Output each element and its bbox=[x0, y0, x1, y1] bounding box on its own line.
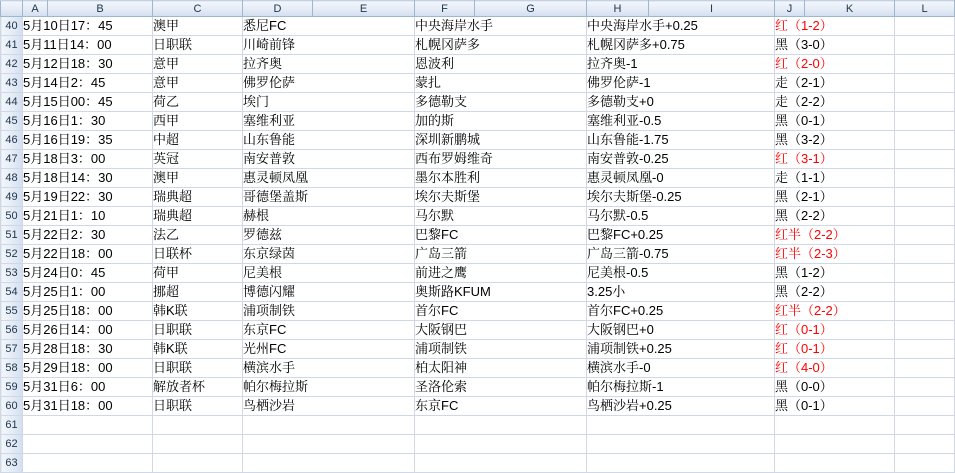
row-header[interactable]: 63 bbox=[1, 454, 23, 473]
cell-result[interactable] bbox=[775, 416, 895, 435]
column-header-H[interactable]: H bbox=[587, 1, 649, 17]
cell-date[interactable] bbox=[23, 435, 153, 454]
cell-result[interactable]: 红半（2-2） bbox=[775, 226, 895, 245]
cell-date[interactable] bbox=[23, 416, 153, 435]
cell-league[interactable] bbox=[153, 416, 243, 435]
cell-away-team[interactable]: 前进之鹰 bbox=[415, 264, 587, 283]
cell-trailing[interactable] bbox=[895, 17, 955, 36]
cell-league[interactable]: 日职联 bbox=[153, 321, 243, 340]
cell-trailing[interactable] bbox=[895, 264, 955, 283]
cell-away-team[interactable]: 深圳新鹏城 bbox=[415, 131, 587, 150]
cell-away-team[interactable] bbox=[415, 435, 587, 454]
cell-league[interactable] bbox=[153, 435, 243, 454]
row-header[interactable]: 53 bbox=[1, 264, 23, 283]
cell-handicap[interactable]: 塞维利亚-0.5 bbox=[587, 112, 775, 131]
cell-date[interactable]: 5月11日14：00 bbox=[23, 36, 153, 55]
table-row[interactable] bbox=[1, 207, 955, 226]
table-row[interactable] bbox=[1, 226, 955, 245]
cell-handicap[interactable]: 拉齐奥-1 bbox=[587, 55, 775, 74]
cell-away-team[interactable] bbox=[415, 416, 587, 435]
cell-handicap[interactable]: 埃尔夫斯堡-0.25 bbox=[587, 188, 775, 207]
cell-league[interactable]: 瑞典超 bbox=[153, 207, 243, 226]
cell-date[interactable]: 5月21日1：10 bbox=[23, 207, 153, 226]
cell-handicap[interactable]: 横滨水手-0 bbox=[587, 359, 775, 378]
cell-home-team[interactable]: 哥德堡盖斯 bbox=[243, 188, 415, 207]
table-row[interactable] bbox=[1, 36, 955, 55]
cell-league[interactable]: 韩K联 bbox=[153, 340, 243, 359]
cell-result[interactable]: 黑（3-2） bbox=[775, 131, 895, 150]
cell-trailing[interactable] bbox=[895, 36, 955, 55]
cell-handicap[interactable] bbox=[587, 435, 775, 454]
cell-handicap[interactable]: 首尔FC+0.25 bbox=[587, 302, 775, 321]
table-row[interactable] bbox=[1, 188, 955, 207]
cell-date[interactable]: 5月22日18：00 bbox=[23, 245, 153, 264]
cell-date[interactable]: 5月12日18：30 bbox=[23, 55, 153, 74]
row-header[interactable]: 57 bbox=[1, 340, 23, 359]
cell-home-team[interactable]: 惠灵顿凤凰 bbox=[243, 169, 415, 188]
cell-trailing[interactable] bbox=[895, 226, 955, 245]
cell-home-team[interactable] bbox=[243, 454, 415, 473]
cell-league[interactable]: 日职联 bbox=[153, 36, 243, 55]
table-row[interactable] bbox=[1, 340, 955, 359]
cell-date[interactable]: 5月10日17：45 bbox=[23, 17, 153, 36]
cell-league[interactable]: 英冠 bbox=[153, 150, 243, 169]
cell-date[interactable]: 5月15日00：45 bbox=[23, 93, 153, 112]
cell-result[interactable]: 红（4-0） bbox=[775, 359, 895, 378]
row-header[interactable]: 51 bbox=[1, 226, 23, 245]
cell-result[interactable]: 黑（3-0） bbox=[775, 36, 895, 55]
cell-home-team[interactable]: 罗德兹 bbox=[243, 226, 415, 245]
cell-home-team[interactable]: 帕尔梅拉斯 bbox=[243, 378, 415, 397]
cell-league[interactable]: 韩K联 bbox=[153, 302, 243, 321]
cell-date[interactable]: 5月31日6：00 bbox=[23, 378, 153, 397]
table-row[interactable] bbox=[1, 359, 955, 378]
row-header[interactable]: 43 bbox=[1, 74, 23, 93]
cell-league[interactable]: 法乙 bbox=[153, 226, 243, 245]
cell-trailing[interactable] bbox=[895, 55, 955, 74]
cell-result[interactable]: 黑（0-0） bbox=[775, 378, 895, 397]
cell-result[interactable]: 黑（0-1） bbox=[775, 112, 895, 131]
cell-result[interactable] bbox=[775, 435, 895, 454]
row-header[interactable]: 60 bbox=[1, 397, 23, 416]
cell-date[interactable]: 5月16日19：35 bbox=[23, 131, 153, 150]
cell-date[interactable]: 5月26日14：00 bbox=[23, 321, 153, 340]
cell-league[interactable]: 挪超 bbox=[153, 283, 243, 302]
column-header-I[interactable]: I bbox=[649, 1, 775, 17]
table-row[interactable] bbox=[1, 416, 955, 435]
table-row[interactable] bbox=[1, 169, 955, 188]
cell-handicap[interactable]: 广岛三箭-0.75 bbox=[587, 245, 775, 264]
cell-handicap[interactable]: 3.25小 bbox=[587, 283, 775, 302]
table-row[interactable] bbox=[1, 435, 955, 454]
cell-handicap[interactable]: 大阪钢巴+0 bbox=[587, 321, 775, 340]
cell-date[interactable]: 5月25日1：00 bbox=[23, 283, 153, 302]
cell-league[interactable]: 荷乙 bbox=[153, 93, 243, 112]
table-row[interactable] bbox=[1, 454, 955, 473]
row-header[interactable]: 46 bbox=[1, 131, 23, 150]
cell-away-team[interactable]: 大阪钢巴 bbox=[415, 321, 587, 340]
cell-trailing[interactable] bbox=[895, 93, 955, 112]
cell-result[interactable]: 黑（0-1） bbox=[775, 397, 895, 416]
cell-date[interactable]: 5月24日0：45 bbox=[23, 264, 153, 283]
cell-away-team[interactable]: 首尔FC bbox=[415, 302, 587, 321]
cell-away-team[interactable]: 墨尔本胜利 bbox=[415, 169, 587, 188]
cell-result[interactable]: 黑（1-2） bbox=[775, 264, 895, 283]
row-header[interactable]: 45 bbox=[1, 112, 23, 131]
cell-trailing[interactable] bbox=[895, 188, 955, 207]
column-header-E[interactable]: E bbox=[313, 1, 415, 17]
cell-home-team[interactable]: 尼美根 bbox=[243, 264, 415, 283]
corner-select-all[interactable] bbox=[1, 1, 23, 17]
table-row[interactable] bbox=[1, 302, 955, 321]
cell-date[interactable] bbox=[23, 454, 153, 473]
cell-away-team[interactable]: 埃尔夫斯堡 bbox=[415, 188, 587, 207]
cell-date[interactable]: 5月16日1：30 bbox=[23, 112, 153, 131]
row-header[interactable]: 55 bbox=[1, 302, 23, 321]
cell-date[interactable]: 5月18日3：00 bbox=[23, 150, 153, 169]
cell-away-team[interactable]: 西布罗姆维奇 bbox=[415, 150, 587, 169]
row-header[interactable]: 59 bbox=[1, 378, 23, 397]
cell-handicap[interactable]: 多德勒支+0 bbox=[587, 93, 775, 112]
cell-result[interactable]: 红（0-1） bbox=[775, 321, 895, 340]
cell-handicap[interactable]: 山东鲁能-1.75 bbox=[587, 131, 775, 150]
row-header[interactable]: 41 bbox=[1, 36, 23, 55]
cell-handicap[interactable]: 巴黎FC+0.25 bbox=[587, 226, 775, 245]
cell-home-team[interactable]: 光州FC bbox=[243, 340, 415, 359]
cell-trailing[interactable] bbox=[895, 416, 955, 435]
row-header[interactable]: 49 bbox=[1, 188, 23, 207]
cell-home-team[interactable]: 川崎前锋 bbox=[243, 36, 415, 55]
cell-result[interactable]: 红半（2-2） bbox=[775, 302, 895, 321]
cell-trailing[interactable] bbox=[895, 321, 955, 340]
cell-home-team[interactable]: 东京FC bbox=[243, 321, 415, 340]
cell-away-team[interactable]: 多德勒支 bbox=[415, 93, 587, 112]
cell-date[interactable]: 5月22日2：30 bbox=[23, 226, 153, 245]
cell-date[interactable]: 5月29日18：00 bbox=[23, 359, 153, 378]
row-header[interactable]: 50 bbox=[1, 207, 23, 226]
cell-trailing[interactable] bbox=[895, 340, 955, 359]
row-header[interactable]: 48 bbox=[1, 169, 23, 188]
cell-result[interactable]: 走（2-1） bbox=[775, 74, 895, 93]
cell-league[interactable]: 澳甲 bbox=[153, 169, 243, 188]
cell-home-team[interactable]: 悉尼FC bbox=[243, 17, 415, 36]
cell-home-team[interactable]: 塞维利亚 bbox=[243, 112, 415, 131]
row-header[interactable]: 47 bbox=[1, 150, 23, 169]
cell-result[interactable]: 走（1-1） bbox=[775, 169, 895, 188]
cell-home-team[interactable]: 鸟栖沙岩 bbox=[243, 397, 415, 416]
column-header-G[interactable]: G bbox=[475, 1, 587, 17]
column-header-A[interactable]: A bbox=[23, 1, 48, 17]
cell-league[interactable]: 日职联 bbox=[153, 359, 243, 378]
column-header-K[interactable]: K bbox=[805, 1, 895, 17]
cell-date[interactable]: 5月19日22：30 bbox=[23, 188, 153, 207]
cell-handicap[interactable] bbox=[587, 454, 775, 473]
column-header-B[interactable]: B bbox=[48, 1, 153, 17]
cell-away-team[interactable]: 加的斯 bbox=[415, 112, 587, 131]
row-header[interactable]: 58 bbox=[1, 359, 23, 378]
cell-date[interactable]: 5月25日18：00 bbox=[23, 302, 153, 321]
cell-trailing[interactable] bbox=[895, 150, 955, 169]
cell-result[interactable]: 红（0-1） bbox=[775, 340, 895, 359]
column-header-L[interactable]: L bbox=[895, 1, 955, 17]
cell-league[interactable]: 澳甲 bbox=[153, 17, 243, 36]
cell-home-team[interactable]: 佛罗伦萨 bbox=[243, 74, 415, 93]
cell-league[interactable]: 解放者杯 bbox=[153, 378, 243, 397]
cell-handicap[interactable]: 佛罗伦萨-1 bbox=[587, 74, 775, 93]
cell-away-team[interactable]: 中央海岸水手 bbox=[415, 17, 587, 36]
cell-home-team[interactable]: 浦项制铁 bbox=[243, 302, 415, 321]
cell-result[interactable]: 走（2-2） bbox=[775, 93, 895, 112]
table-row[interactable] bbox=[1, 17, 955, 36]
cell-home-team[interactable]: 横滨水手 bbox=[243, 359, 415, 378]
cell-result[interactable]: 黑（2-2） bbox=[775, 207, 895, 226]
row-header[interactable]: 56 bbox=[1, 321, 23, 340]
table-row[interactable] bbox=[1, 55, 955, 74]
cell-handicap[interactable]: 浦项制铁+0.25 bbox=[587, 340, 775, 359]
cell-trailing[interactable] bbox=[895, 397, 955, 416]
cell-home-team[interactable]: 赫根 bbox=[243, 207, 415, 226]
table-row[interactable] bbox=[1, 74, 955, 93]
cell-away-team[interactable]: 广岛三箭 bbox=[415, 245, 587, 264]
cell-trailing[interactable] bbox=[895, 112, 955, 131]
cell-league[interactable]: 西甲 bbox=[153, 112, 243, 131]
cell-league[interactable] bbox=[153, 454, 243, 473]
cell-result[interactable]: 红（3-1） bbox=[775, 150, 895, 169]
cell-handicap[interactable]: 中央海岸水手+0.25 bbox=[587, 17, 775, 36]
cell-result[interactable]: 红（1-2） bbox=[775, 17, 895, 36]
cell-result[interactable]: 红半（2-3） bbox=[775, 245, 895, 264]
row-header[interactable]: 52 bbox=[1, 245, 23, 264]
cell-handicap[interactable] bbox=[587, 416, 775, 435]
cell-away-team[interactable]: 札幌冈萨多 bbox=[415, 36, 587, 55]
row-header[interactable]: 62 bbox=[1, 435, 23, 454]
cell-handicap[interactable]: 尼美根-0.5 bbox=[587, 264, 775, 283]
cell-trailing[interactable] bbox=[895, 302, 955, 321]
cell-away-team[interactable]: 东京FC bbox=[415, 397, 587, 416]
cell-date[interactable]: 5月18日14：30 bbox=[23, 169, 153, 188]
row-header[interactable]: 42 bbox=[1, 55, 23, 74]
cell-away-team[interactable]: 马尔默 bbox=[415, 207, 587, 226]
cell-home-team[interactable]: 山东鲁能 bbox=[243, 131, 415, 150]
cell-handicap[interactable]: 鸟栖沙岩+0.25 bbox=[587, 397, 775, 416]
cell-date[interactable]: 5月14日2：45 bbox=[23, 74, 153, 93]
column-header-row bbox=[1, 1, 955, 17]
cell-home-team[interactable]: 东京绿茵 bbox=[243, 245, 415, 264]
table-row[interactable] bbox=[1, 245, 955, 264]
column-header-C[interactable]: C bbox=[153, 1, 243, 17]
cell-away-team[interactable]: 蒙扎 bbox=[415, 74, 587, 93]
cell-date[interactable]: 5月28日18：30 bbox=[23, 340, 153, 359]
cell-trailing[interactable] bbox=[895, 454, 955, 473]
cell-result[interactable]: 黑（2-2） bbox=[775, 283, 895, 302]
cell-home-team[interactable]: 埃门 bbox=[243, 93, 415, 112]
cell-result[interactable] bbox=[775, 454, 895, 473]
cell-away-team[interactable]: 柏太阳神 bbox=[415, 359, 587, 378]
cell-league[interactable]: 瑞典超 bbox=[153, 188, 243, 207]
cell-trailing[interactable] bbox=[895, 74, 955, 93]
row-header[interactable]: 61 bbox=[1, 416, 23, 435]
cell-away-team[interactable]: 浦项制铁 bbox=[415, 340, 587, 359]
column-header-J[interactable]: J bbox=[775, 1, 805, 17]
cell-trailing[interactable] bbox=[895, 207, 955, 226]
table-row[interactable] bbox=[1, 150, 955, 169]
table-row[interactable] bbox=[1, 93, 955, 112]
cell-league[interactable]: 中超 bbox=[153, 131, 243, 150]
cell-handicap[interactable]: 惠灵顿凤凰-0 bbox=[587, 169, 775, 188]
cell-home-team[interactable]: 南安普敦 bbox=[243, 150, 415, 169]
cell-away-team[interactable]: 恩波利 bbox=[415, 55, 587, 74]
cell-result[interactable]: 黑（2-1） bbox=[775, 188, 895, 207]
cell-league[interactable]: 日职联 bbox=[153, 397, 243, 416]
cell-trailing[interactable] bbox=[895, 283, 955, 302]
row-header[interactable]: 54 bbox=[1, 283, 23, 302]
cell-league[interactable]: 日联杯 bbox=[153, 245, 243, 264]
cell-result[interactable]: 红（2-0） bbox=[775, 55, 895, 74]
cell-away-team[interactable]: 圣洛伦索 bbox=[415, 378, 587, 397]
cell-league[interactable]: 意甲 bbox=[153, 55, 243, 74]
row-header[interactable]: 44 bbox=[1, 93, 23, 112]
cell-date[interactable]: 5月31日18：00 bbox=[23, 397, 153, 416]
column-header-D[interactable]: D bbox=[243, 1, 313, 17]
table-row[interactable] bbox=[1, 321, 955, 340]
cell-trailing[interactable] bbox=[895, 359, 955, 378]
table-row[interactable] bbox=[1, 112, 955, 131]
cell-home-team[interactable]: 博德闪耀 bbox=[243, 283, 415, 302]
cell-trailing[interactable] bbox=[895, 435, 955, 454]
cell-league[interactable]: 意甲 bbox=[153, 74, 243, 93]
cell-trailing[interactable] bbox=[895, 378, 955, 397]
table-row[interactable] bbox=[1, 264, 955, 283]
cell-handicap[interactable]: 札幌冈萨多+0.75 bbox=[587, 36, 775, 55]
cell-trailing[interactable] bbox=[895, 131, 955, 150]
cell-away-team[interactable]: 奥斯路KFUM bbox=[415, 283, 587, 302]
cell-away-team[interactable]: 巴黎FC bbox=[415, 226, 587, 245]
cell-away-team[interactable] bbox=[415, 454, 587, 473]
cell-handicap[interactable]: 马尔默-0.5 bbox=[587, 207, 775, 226]
cell-handicap[interactable]: 帕尔梅拉斯-1 bbox=[587, 378, 775, 397]
table-row[interactable] bbox=[1, 397, 955, 416]
cell-home-team[interactable] bbox=[243, 435, 415, 454]
table-row[interactable] bbox=[1, 131, 955, 150]
cell-trailing[interactable] bbox=[895, 169, 955, 188]
cell-home-team[interactable] bbox=[243, 416, 415, 435]
cell-home-team[interactable]: 拉齐奥 bbox=[243, 55, 415, 74]
cell-handicap[interactable]: 南安普敦-0.25 bbox=[587, 150, 775, 169]
worksheet-body[interactable] bbox=[1, 17, 955, 473]
table-row[interactable] bbox=[1, 283, 955, 302]
row-header[interactable]: 40 bbox=[1, 17, 23, 36]
cell-league[interactable]: 荷甲 bbox=[153, 264, 243, 283]
cell-trailing[interactable] bbox=[895, 245, 955, 264]
column-header-F[interactable]: F bbox=[415, 1, 475, 17]
table-row[interactable] bbox=[1, 378, 955, 397]
